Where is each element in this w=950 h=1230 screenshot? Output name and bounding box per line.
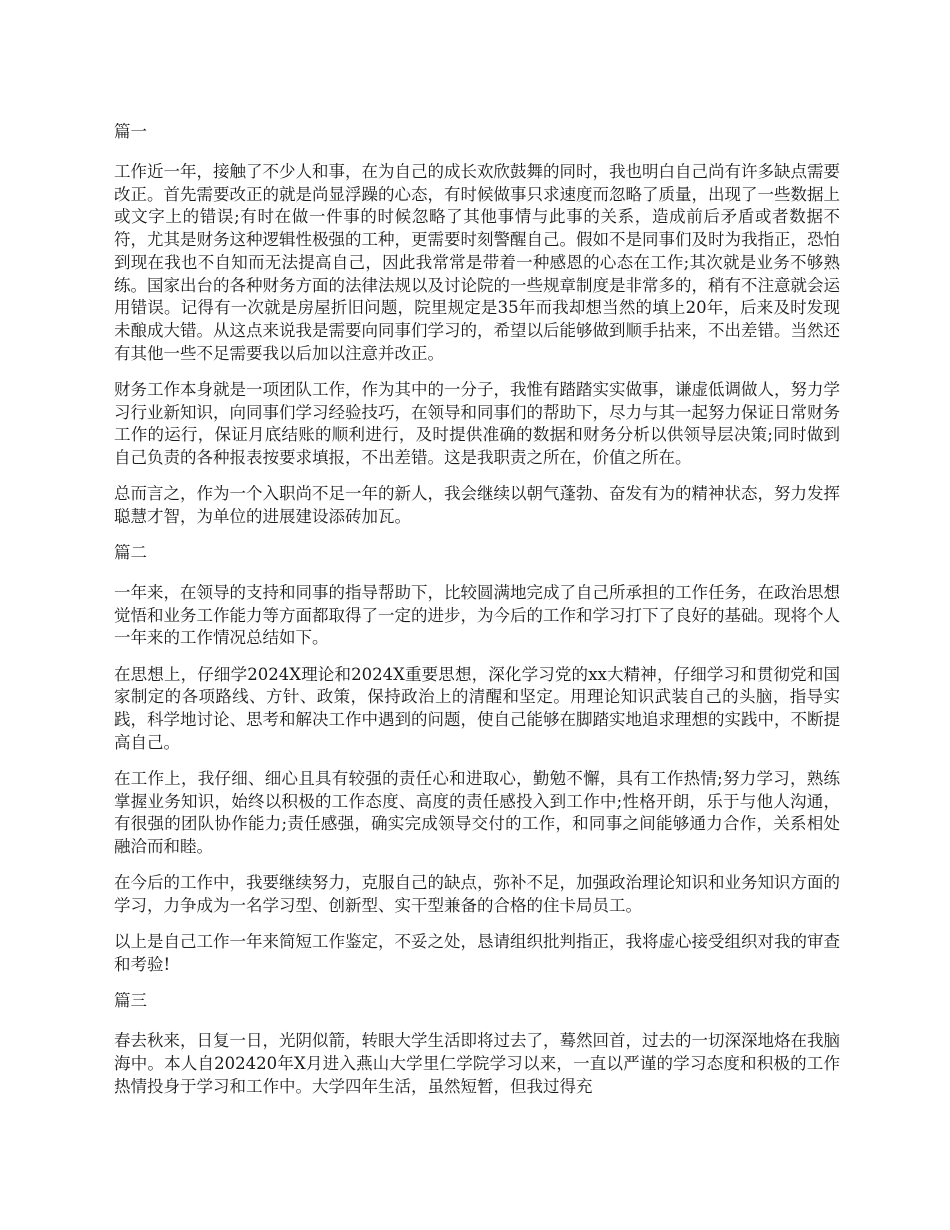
section-heading: 篇三	[114, 991, 147, 1011]
paragraph: 春去秋来，日复一日，光阴似箭，转眼大学生活即将过去了，蓦然回首，过去的一切深深地烙在我脑海中。本人自202420年X月进入燕山大学里仁学院学习以来，一直以严谨的学习态度和积极的工作热情投身于学习和工作中。大学四年生活，虽然短暂，但我过得充	[114, 1031, 840, 1096]
paragraph: 以上是自己工作一年来简短工作鉴定，不妥之处，恳请组织批判指正，我将虚心接受组织对我的审查和考验!	[114, 932, 840, 974]
paragraph: 工作近一年，接触了不少人和事，在为自己的成长欢欣鼓舞的同时，我也明白自己尚有许多缺点需要改正。首先需要改正的就是尚显浮躁的心态，有时候做事只求速度而忽略了质量，出现了一些数据上或文字上的错误;有时在做一件事的时候忽略了其他事情与此事的关系，造成前后矛盾或者数据不符，尤其是财务这种逻辑性极强的工种，更需要时刻警醒自己。假如不是同事们及时为我指正，恐怕到现在我也不自知而无法提高自己，因此我常常是带着一种感恩的心态在工作;其次就是业务不够熟练。国家出台的各种财务方面的法律法规以及讨论院的一些规章制度是非常多的，稍有不注意就会运用错误。记得有一次就是房屋折旧问题，院里规定是35年而我却想当然的填上20年，后来及时发现未酿成大错。从这点来说我是需要向同事们学习的，希望以后能够做到顺手拈来，不出差错。当然还有其他一些不足需要我以后加以注意并改正。	[114, 162, 840, 363]
paragraph: 在工作上，我仔细、细心且具有较强的责任心和进取心，勤勉不懈，具有工作热情;努力学习，熟练掌握业务知识，始终以积极的工作态度、高度的责任感投入到工作中;性格开朗，乐于与他人沟通，有很强的团队协作能力;责任感强，确实完成领导交付的工作，和同事之间能够通力合作，关系相处融洽而和睦。	[114, 768, 840, 857]
document-page	[114, 121, 840, 1112]
paragraph: 在思想上，仔细学2024X理论和2024X重要思想，深化学习党的xx大精神，仔细学习和贯彻党和国家制定的各项路线、方针、政策，保持政治上的清醒和坚定。用理论知识武装自己的头脑，指导实践，科学地讨论、思考和解决工作中遇到的问题，使自己能够在脚踏实地追求理想的实践中，不断提高自己。	[114, 664, 840, 752]
section-heading: 篇一	[114, 122, 147, 141]
paragraph: 财务工作本身就是一项团队工作，作为其中的一分子，我惟有踏踏实实做事，谦虚低调做人，努力学习行业新知识，向同事们学习经验技巧，在领导和同事们的帮助下，尽力与其一起努力保证日常财务工作的运行，保证月底结账的顺利进行，及时提供准确的数据和财务分析以供领导层决策;同时做到自己负责的各种报表按要求填报，不出差错。这是我职责之所在，价值之所在。	[114, 379, 840, 467]
paragraph: 在今后的工作中，我要继续努力，克服自己的缺点，弥补不足，加强政治理论知识和业务知识方面的学习，力争成为一名学习型、创新型、实干型兼备的合格的住卡局员工。	[114, 873, 840, 915]
paragraph: 总而言之，作为一个入职尚不足一年的新人，我会继续以朝气蓬勃、奋发有为的精神状态，努力发挥聪慧才智，为单位的进展建设添砖加瓦。	[114, 484, 840, 526]
paragraph: 一年来，在领导的支持和同事的指导帮助下，比较圆满地完成了自己所承担的工作任务，在政治思想觉悟和业务工作能力等方面都取得了一定的进步，为今后的工作和学习打下了良好的基础。现将个人一年来的工作情况总结如下。	[114, 583, 840, 648]
section-heading: 篇二	[114, 543, 147, 563]
